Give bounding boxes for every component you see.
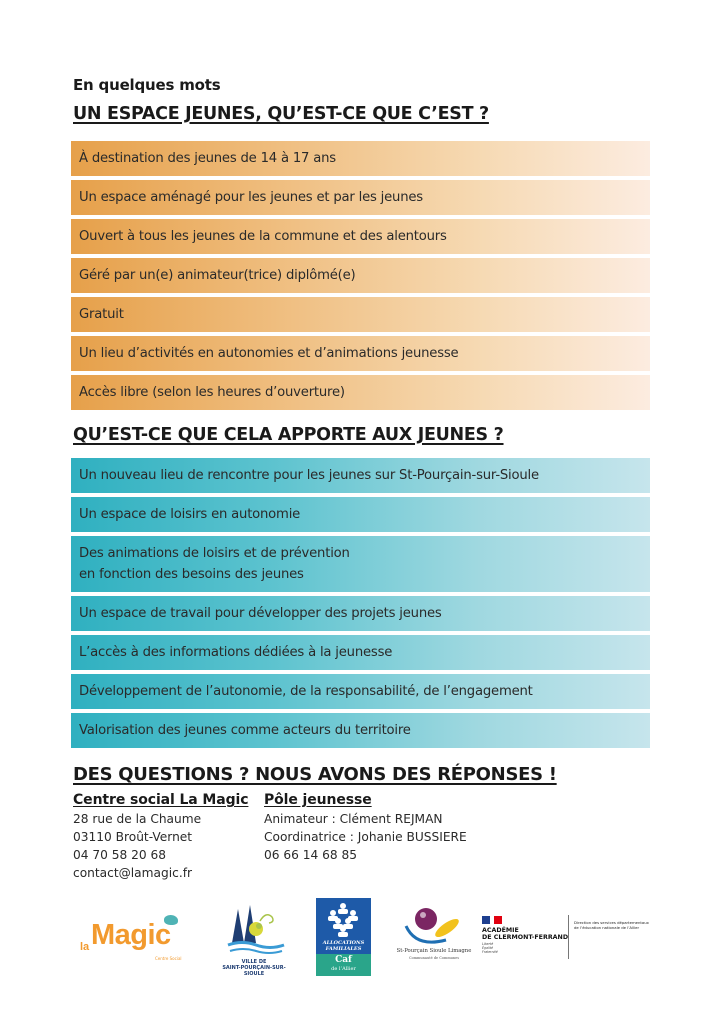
family-figures-icon [316,900,371,940]
logo-text: de l’Allier [331,966,356,972]
la-magic-logo [80,915,190,965]
list-item-line: Des animations de loisirs et de prévention [79,546,350,561]
list-item: Valorisation des jeunes comme acteurs du territoire [71,713,650,748]
logo-text: Magic [91,919,171,951]
logo-text: Caf [335,955,352,965]
logo-text: DE CLERMONT-FERRAND [482,934,569,941]
pole-phone: 06 66 14 68 85 [264,848,358,862]
intro-label: En quelques mots [73,76,221,94]
st-pourcain-sioule-limagne-logo [394,906,474,976]
logo-text: Direction des services départementaux de l’éducation nationale de l’Allier [574,920,649,930]
list-item: À destination des jeunes de 14 à 17 ans [71,141,650,176]
list-item-line: en fonction des besoins des jeunes [79,567,304,582]
divider [568,915,569,959]
logo-text: FAMILIALES [325,946,362,952]
apports-list [71,458,650,752]
list-item: Un lieu d’activités en autonomies et d’animations jeunesse [71,336,650,371]
centre-social-title: Centre social La Magic [73,792,249,808]
logo-text: Centre Social [155,956,182,961]
list-item: Un espace aménagé pour les jeunes et par les jeunes [71,180,650,215]
list-item: Ouvert à tous les jeunes de la commune et des alentours [71,219,650,254]
section-heading-apports: QU’EST-CE QUE CELA APPORTE AUX JEUNES ? [73,425,504,445]
logo-text: Liberté [482,942,494,946]
logo-text: la [80,941,90,953]
logo-text: ALLOCATIONS [322,940,365,946]
centre-phone: 04 70 58 20 68 [73,848,167,862]
list-item: L’accès à des informations dédiées à la jeunesse [71,635,650,670]
logo-text: Communauté de Communes [408,956,460,960]
logo-text: Égalité [482,946,493,950]
list-item: Un nouveau lieu de rencontre pour les jeunes sur St-Pourçain-sur-Sioule [71,458,650,493]
centre-address: 28 rue de la Chaume [73,812,202,826]
logo-text: SAINT-POURÇAIN-SUR-SIOULE [222,965,286,977]
partner-logos [0,890,724,990]
logo-text: St-Pourçain Sioule Limagne [396,948,472,954]
centre-city: 03110 Broût-Vernet [73,830,193,844]
pole-jeunesse-title: Pôle jeunesse [264,792,372,808]
logo-text: ACADÉMIE [482,927,519,934]
grape-swoosh-icon [394,906,474,948]
pole-coordinatrice: Coordinatrice : Johanie BUSSIERE [264,830,467,844]
ville-saint-pourcain-logo [214,903,294,983]
list-item: Gratuit [71,297,650,332]
centre-email[interactable]: contact@lamagic.fr [73,866,192,880]
list-item: Géré par un(e) animateur(trice) diplômé(e) [71,258,650,293]
marianne-flag-icon [482,916,502,924]
church-spires-icon [214,903,294,959]
centre-social-contact [73,791,248,882]
pole-jeunesse-contact [264,791,467,864]
logo-text: Fraternité [482,950,498,954]
logo-text: VILLE DE [241,959,267,965]
section-heading-questions: DES QUESTIONS ? NOUS AVONS DES RÉPONSES ! [73,764,557,785]
list-item [71,536,650,592]
pole-animateur: Animateur : Clément REJMAN [264,812,443,826]
list-item: Un espace de travail pour développer des projets jeunes [71,596,650,631]
list-item: Accès libre (selon les heures d’ouverture) [71,375,650,410]
academie-clermont-logo [480,912,660,962]
list-item: Un espace de loisirs en autonomie [71,497,650,532]
espace-jeunes-list [71,141,650,414]
caf-allier-logo [316,898,371,976]
list-item: Développement de l’autonomie, de la responsabilité, de l’engagement [71,674,650,709]
section-heading-espace-jeunes: UN ESPACE JEUNES, QU’EST-CE QUE C’EST ? [73,104,489,124]
